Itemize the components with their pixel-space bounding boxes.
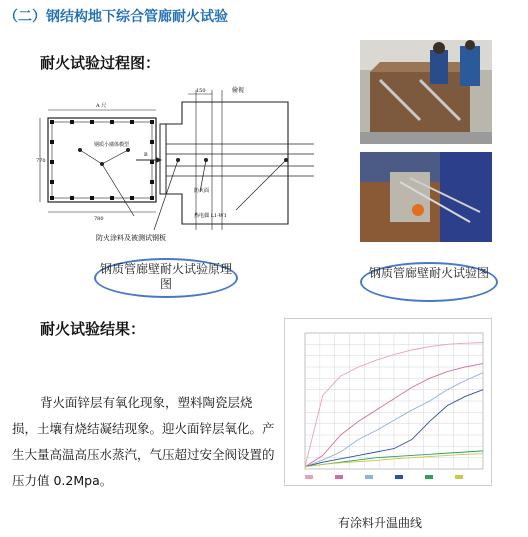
process-heading: 耐火试验过程图： xyxy=(40,54,161,72)
marker-b: B xyxy=(144,152,148,158)
temperature-chart xyxy=(284,318,492,486)
chart-legend-swatch-6 xyxy=(455,475,463,479)
temperature-chart-svg xyxy=(285,319,491,485)
results-paragraph: 背火面锌层有氧化现象，塑料陶瓷层烧损，土壤有烧结凝结现象。迎火面锌层氧化。产生大量高温高压水蒸汽，气压超过安全阀设置的压力值 0.2Mpa。 xyxy=(12,395,275,488)
diagram-caption-oval xyxy=(94,258,238,298)
diagram-caption-text: 钢质管廊壁耐火试验原理图 xyxy=(99,262,232,291)
photo-caption-text: 钢质管廊壁耐火试验图 xyxy=(368,266,489,280)
section-title: （二）钢结构地下综合管廊耐火试验 xyxy=(4,9,228,25)
chart-caption: 有涂料升温曲线 xyxy=(338,516,423,530)
dim-a-label: A 尺 xyxy=(96,103,107,109)
photo-caption-oval xyxy=(360,262,498,302)
test-photo-top xyxy=(360,40,492,144)
steel-wall-label: 钢质小墙体模型 xyxy=(94,142,130,148)
thermocouple-label: 热电偶 L1-W1 xyxy=(194,213,227,219)
fire-mark-label: 防火面 xyxy=(194,188,210,194)
dim-bottom-label: 780 xyxy=(94,216,104,222)
chart-legend-swatch-1 xyxy=(305,475,313,479)
chart-legend-swatch-5 xyxy=(425,475,433,479)
left-dim-label: 770 xyxy=(36,158,46,164)
principle-diagram xyxy=(36,80,336,250)
chart-legend-swatch-2 xyxy=(335,475,343,479)
chart-legend-swatch-3 xyxy=(365,475,373,479)
observe-label: 偷视 xyxy=(232,87,245,94)
chart-legend-swatch-4 xyxy=(395,475,403,479)
fire-coating-label: 防火涂料及被测试钢板 xyxy=(96,234,166,242)
dim-150-label: 150 xyxy=(196,88,206,94)
test-photo-bottom xyxy=(360,152,492,242)
results-heading: 耐火试验结果： xyxy=(40,320,146,338)
